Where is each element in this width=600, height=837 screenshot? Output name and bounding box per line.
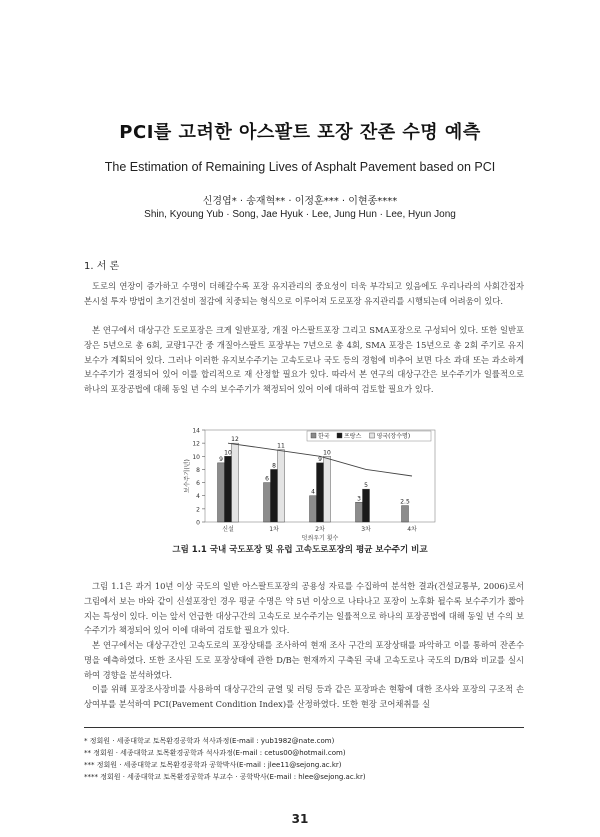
data-label: 10 (323, 449, 331, 457)
bar-한국 (356, 502, 363, 522)
footnote-1: * 정회원 · 세종대학교 토목환경공학과 석사과정(E-mail : yub1982@nate.com) (84, 737, 335, 745)
legend-label: 프랑스 (344, 433, 362, 440)
paper-title: PCI를 고려한 아스팔트 포장 잔존 수명 예측 (119, 122, 481, 143)
y-tick-label: 14 (192, 427, 200, 435)
legend-swatch (370, 433, 375, 438)
bar-프랑스 (317, 463, 324, 522)
paragraph-3: 그림 1.1은 과거 10년 이상 국도의 일반 아스팔트포장의 공용성 자료를 수집하여 분석한 결과(건설교통부, 2006)로서 그림에서 보는 바와 같이 신설포장인 경우 평균 수명은 약 5년 이상으로 나타나고 포장이 노후화 될수록 보수주기가 짧아지는 특성이 있다. 이는 앞서 언급한 대상구간의 고속도로 보수주기는 일률적으로 하나의 포장공법에 대해 동일 년 수의 보수주기가 책정되어 있어 이에 대하여 검토할 필요가 있다. (84, 581, 524, 636)
x-tick-label: 신설 (222, 526, 234, 533)
bar-영국(장수명) (324, 456, 331, 522)
data-label: 2.5 (400, 498, 410, 506)
data-label: 8 (272, 462, 276, 470)
paragraph-5: 이를 위해 포장조사장비를 사용하여 대상구간의 균열 및 러팅 등과 같은 포장파손 현황에 대한 조사와 포장의 구조적 손상여부를 분석하여 PCI(Pavement Condition Index)를 산정하였다. 또한 현장 코어채취를 실 (84, 684, 524, 709)
bar-한국 (402, 506, 409, 522)
authors-korean: 신경엽* · 송재혁** · 이정훈*** · 이현종**** (202, 196, 398, 207)
paragraph-2: 본 연구에서 대상구간 도로포장은 크게 일반포장, 개질 아스팔트포장 그리고 SMA포장으로 구성되어 있다. 또한 일반포장은 5년으로 총 6회, 교량1구간 중 개질아스팔트 포장부는 7년으로 총 4회, SMA 포장은 15년으로 총 2회 주기로 유지보수가 계획되어 있다. 그러나 이러한 유지보수주기는 고속도로나 국도 등의 경험에 비추어 보면 다소 과대 또는 과소하게 보수주기가 결정되어 있어 이를 합리적으로 재 산정할 필요가 있다. 따라서 본 연구의 대상구간은 보수주기가 일률적으로 하나의 포장공법에 대해 동일 년 수의 보수주기가 책정되어 있어 이에 대하여 검토할 필요가 있다. (84, 325, 524, 395)
bar-영국(장수명) (232, 443, 239, 522)
data-label: 11 (277, 442, 285, 450)
y-axis-title: 보수주기(년) (184, 459, 191, 493)
data-label: 9 (318, 455, 322, 463)
y-tick-label: 8 (196, 466, 200, 474)
bar-한국 (310, 496, 317, 522)
data-label: 10 (224, 449, 232, 457)
x-tick-label: 3차 (361, 526, 371, 533)
footnote-3: *** 정회원 · 세종대학교 토목환경공학과 공학박사(E-mail : jlee11@sejong.ac.kr) (84, 761, 342, 769)
footnote-4: **** 정회원 · 세종대학교 토목환경공학과 부교수 · 공학박사(E-mail : hlee@sejong.ac.kr) (84, 773, 366, 781)
data-label: 3 (357, 495, 361, 503)
x-tick-label: 1차 (269, 526, 279, 533)
data-label: 12 (231, 436, 239, 444)
paper-subtitle: The Estimation of Remaining Lives of Asphalt Pavement based on PCI (104, 160, 496, 174)
y-tick-label: 12 (192, 440, 200, 448)
y-tick-label: 4 (196, 493, 200, 501)
x-tick-label: 2차 (315, 526, 325, 533)
data-label: 6 (265, 475, 269, 483)
data-label: 9 (219, 455, 223, 463)
authors-english: Shin, Kyoung Yub · Song, Jae Hyuk · Lee, Jung Hun · Lee, Hyun Jong (144, 209, 456, 220)
paragraph-1: 도로의 연장이 증가하고 수명이 더해갈수록 포장 유지관리의 중요성이 더욱 부각되고 있음에도 우리나라의 사회간접자본시설 투자 방법이 초기건설비 절감에 치중되는 형식으로 이루어져 도로포장 유지관리를 시행되는데 어려움이 있다. (84, 281, 524, 306)
x-axis-title: 덧씌우기 횟수 (301, 535, 339, 542)
y-tick-label: 6 (196, 480, 200, 488)
figure-chart (183, 425, 445, 595)
bar-영국(장수명) (278, 450, 285, 522)
bar-프랑스 (271, 469, 278, 522)
bar-한국 (264, 483, 271, 522)
figure-caption: 그림 1.1 국내 국도포장 및 유럽 고속도로포장의 평균 보수주기 비교 (172, 545, 428, 555)
y-tick-label: 0 (196, 519, 200, 527)
bar-프랑스 (363, 489, 370, 522)
legend-swatch (311, 433, 316, 438)
bar-한국 (218, 463, 225, 522)
footnote-rule (84, 727, 524, 728)
page-number: 31 (291, 812, 309, 826)
data-label: 4 (311, 488, 315, 496)
section-heading: 1. 서 론 (84, 261, 120, 272)
legend-label: 영국(장수명) (376, 433, 411, 440)
legend-swatch (337, 433, 342, 438)
legend-label: 한국 (318, 433, 330, 440)
data-label: 5 (364, 482, 368, 490)
y-tick-label: 10 (192, 453, 200, 461)
footnote-2: ** 정회원 · 세종대학교 토목환경공학과 석사과정(E-mail : cetus00@hotmail.com) (84, 749, 346, 757)
x-tick-label: 4차 (407, 526, 417, 533)
y-tick-label: 2 (196, 506, 200, 514)
paragraph-4: 본 연구에서는 대상구간인 고속도로의 포장상태를 조사하여 현재 조사 구간의 포장상태를 파악하고 이를 통하여 잔존수명을 예측하였다. 또한 조사된 도로 포장상태에 관한 D/B는 현재까지 구축된 국내 고속도로나 국도의 D/B와 비교를 실시하여 경향을 분석하였다. (84, 640, 524, 680)
bar-프랑스 (225, 456, 232, 522)
